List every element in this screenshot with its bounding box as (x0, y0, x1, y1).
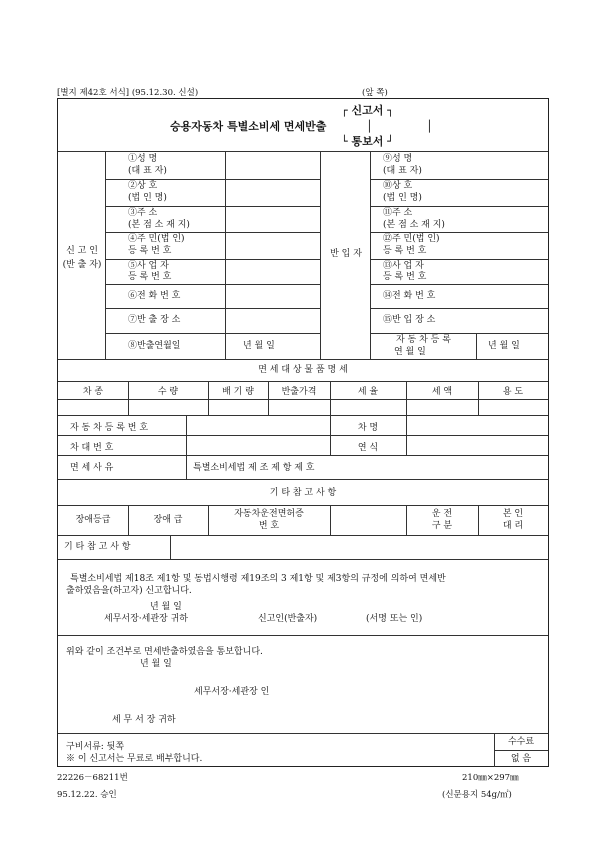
reg-no-label: 자 동 차 등 록 번 호 (70, 423, 149, 433)
paper-type: (신문용지 54g/㎡) (442, 790, 512, 800)
col-quantity: 수 량 (157, 387, 179, 397)
vehicle-reg-date-label: 자 동 차 등 록 (396, 335, 451, 345)
reporter-trade-sub: (법 인 명) (128, 193, 167, 203)
approval-date: 95.12.22. 승인 (57, 790, 117, 800)
title-option-notice: └ 통보서 ┘ (341, 135, 394, 148)
fee-label: 수수료 (507, 737, 535, 747)
col-displacement: 배 기 량 (222, 387, 254, 397)
declaration-line2: 출하였음을(하고자) 신고합니다. (66, 586, 192, 596)
chassis-no-label: 차 대 번 호 (70, 443, 114, 453)
required-docs: 구비서류: 뒷쪽 (66, 742, 125, 752)
col-tax-amount: 세 액 (431, 387, 453, 397)
importer-name-sub: (대 표 자) (383, 166, 422, 176)
importer-section-label: 반 입 자 (330, 249, 362, 259)
reporter-bizno-sub: 등 록 번 호 (128, 272, 172, 282)
reason-label: 면 세 사 유 (70, 463, 114, 473)
title-option-report: ┌ 신고서 ┐ (341, 104, 394, 117)
importer-id-label: ⑫주 민(법 인) (383, 234, 440, 244)
paper-size: 210㎜×297㎜ (462, 773, 519, 783)
driver-self: 본 인 (502, 509, 524, 519)
form-frame (57, 98, 549, 767)
declaration-line1: 특별소비세법 제18조 제1항 및 동법시행령 제19조의 3 제1항 및 제3항의 규정에 의하여 면세반 (70, 574, 446, 584)
reporter-date-value: 년 월 일 (243, 341, 275, 351)
disability-grade: 장애 급 (153, 515, 183, 525)
grade-label: 장애등급 (75, 515, 111, 525)
vehicle-reg-date-value: 년 월 일 (488, 341, 520, 351)
importer-place-label: ⑮반 입 장 소 (383, 315, 436, 325)
license-label: 자동차운전면허증 (234, 509, 304, 519)
reporter-date-label: ⑧반출연월일 (128, 341, 181, 351)
reporter-name-label: ①성 명 (128, 154, 158, 164)
importer-name-label: ⑨성 명 (383, 154, 413, 164)
fee-value: 없 음 (510, 754, 532, 764)
declaration-sign-note: (서명 또는 인) (366, 614, 423, 624)
car-name-label: 차 명 (357, 423, 379, 433)
reporter-id-label: ④주 민(법 인) (128, 234, 185, 244)
driver-type-sub: 구 분 (431, 521, 453, 531)
reference-title: 기 타 참 고 사 항 (269, 488, 337, 498)
reporter-id-sub: 등 록 번 호 (128, 246, 172, 256)
page-side-label: (앞 쪽) (362, 88, 388, 98)
driver-proxy: 대 리 (502, 521, 524, 531)
reporter-address-label: ③주 소 (128, 208, 158, 218)
reporter-bizno-label: ⑤사 업 자 (128, 261, 169, 271)
reporter-section-label: 신 고 인 (반 출 자) (62, 246, 102, 271)
importer-id-sub: 등 록 번 호 (383, 246, 427, 256)
importer-bizno-sub: 등 록 번 호 (383, 272, 427, 282)
reason-value: 특별소비세법 제 조 제 항 제 호 (193, 463, 315, 473)
form-title: 승용자동차 특별소비세 면세반출 (170, 120, 327, 133)
declaration-recipient: 세무서장·세관장 귀하 (104, 614, 188, 624)
form-code: 22226－68211번 (57, 773, 128, 783)
vehicle-reg-date-sub: 연 월 일 (394, 347, 426, 357)
importer-trade-label: ⑩상 호 (383, 181, 413, 191)
declaration-signer: 신고인(반출자) (258, 614, 318, 624)
reporter-name-sub: (대 표 자) (128, 166, 167, 176)
reporter-place-label: ⑦반 출 장 소 (128, 315, 181, 325)
importer-bizno-label: ⑬사 업 자 (383, 261, 424, 271)
other-reference-label: 기 타 참 고 사 항 (64, 542, 131, 552)
details-title: 면 세 대 상 물 품 명 세 (258, 365, 348, 375)
reporter-trade-label: ②상 호 (128, 181, 158, 191)
notice-recipient: 세 무 서 장 귀하 (112, 715, 176, 725)
col-price: 반출가격 (281, 387, 317, 397)
notice-signer: 세무서장·세관장 인 (194, 687, 270, 697)
license-label-sub: 번 호 (258, 521, 280, 531)
importer-trade-sub: (법 인 명) (383, 193, 422, 203)
reporter-address-sub: (본 점 소 재 지) (128, 220, 190, 230)
title-bracket-left: │ (366, 120, 373, 133)
importer-address-label: ⑪주 소 (383, 208, 413, 218)
importer-phone-label: ⑭전 화 번 호 (383, 291, 436, 301)
col-usage: 용 도 (502, 387, 524, 397)
free-distribution-note: ※ 이 신고서는 무료로 배부합니다. (66, 754, 203, 764)
form-reference: [별지 제42호 서식] (95.12.30. 신설) (57, 88, 199, 98)
notice-date: 년 월 일 (140, 659, 172, 669)
importer-address-sub: (본 점 소 재 지) (383, 220, 445, 230)
title-bracket-right: │ (426, 120, 433, 133)
declaration-date: 년 월 일 (150, 602, 182, 612)
col-tax-rate: 세 율 (357, 387, 379, 397)
col-car-type: 차 종 (82, 387, 104, 397)
reporter-phone-label: ⑥전 화 번 호 (128, 291, 181, 301)
driver-type-label: 운 전 (431, 509, 453, 519)
notice-line1: 위와 같이 조건부로 면세반출하였음을 통보합니다. (66, 647, 263, 657)
model-year-label: 연 식 (357, 443, 379, 453)
